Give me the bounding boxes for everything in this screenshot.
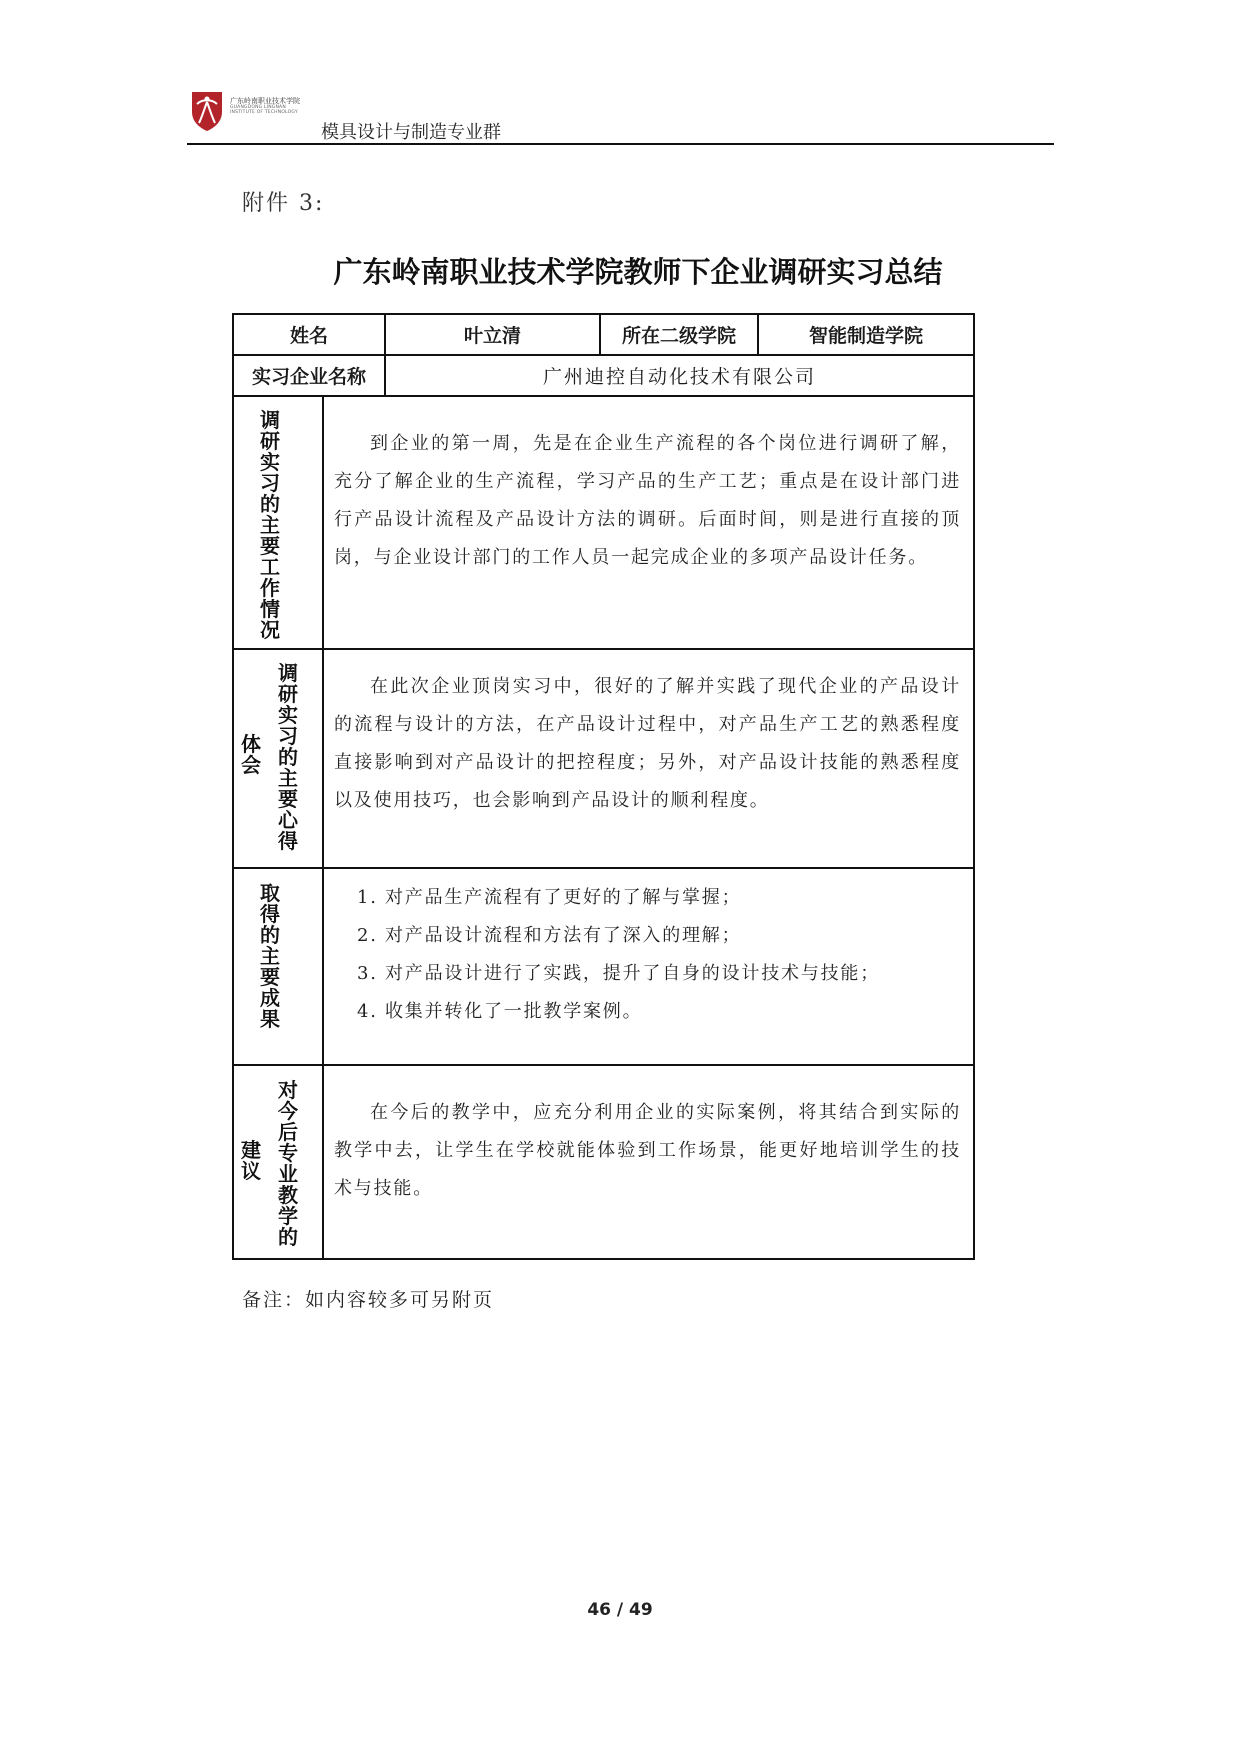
work-label-cell (233, 396, 323, 649)
name-value: 叶立清 (385, 314, 600, 355)
summary-form-table (232, 313, 975, 1260)
experience-label: 调研实习的主要心得 (278, 661, 298, 853)
section-row-work (233, 396, 974, 649)
experience-label-extra: 体会 (241, 732, 261, 777)
college-value: 智能制造学院 (758, 314, 974, 355)
program-group: 模具设计与制造专业群 (321, 122, 501, 143)
list-item: 4. 收集并转化了一批教学案例。 (357, 1001, 643, 1022)
page-number: 46 / 49 (587, 1600, 653, 1620)
suggestions-text: 在今后的教学中，应充分利用企业的实际案例，将其结合到实际的教学中去，让学生在学校就能体验到工作场景，能更好地培训学生的技术与技能。 (334, 1102, 962, 1199)
results-content-cell (323, 868, 974, 1065)
name-label: 姓名 (233, 314, 385, 355)
info-row-company (233, 355, 974, 396)
company-label: 实习企业名称 (233, 355, 385, 396)
header-divider (187, 143, 1054, 145)
work-text: 到企业的第一周，先是在企业生产流程的各个岗位进行调研了解，充分了解企业的生产流程，学习产品的生产工艺；重点是在设计部门进行产品设计流程及产品设计方法的调研。后面时间，则是进行直接的顶岗，与企业设计部门的工作人员一起完成企业的多项产品设计任务。 (334, 433, 962, 568)
school-name: 广东岭南职业技术学院 GUANGDONG LINGNAN INSTITUTE OF TECHNOLOGY (230, 97, 300, 115)
suggestions-label-extra: 建议 (241, 1138, 261, 1183)
experience-text: 在此次企业顶岗实习中，很好的了解并实践了现代企业的产品设计的流程与设计的方法，在产品设计过程中，对产品生产工艺的熟悉程度直接影响到对产品设计的把控程度；另外，对产品设计技能的熟悉程度以及使用技巧，也会影响到产品设计的顺利程度。 (334, 676, 962, 811)
school-emblem-icon (190, 90, 224, 132)
suggestions-label-cell (233, 1065, 323, 1259)
work-content-cell (323, 396, 974, 649)
attachment-label: 附件 3: (242, 191, 325, 216)
experience-content-cell (323, 649, 974, 868)
results-list (324, 869, 973, 1031)
list-item: 2. 对产品设计流程和方法有了深入的理解； (357, 925, 742, 946)
page-title: 广东岭南职业技术学院教师下企业调研实习总结 (333, 255, 943, 289)
results-label-cell (233, 868, 323, 1065)
experience-label-cell (233, 649, 323, 868)
suggestions-label: 对今后专业教学的 (278, 1078, 298, 1249)
section-row-experience (233, 649, 974, 868)
work-label: 调研实习的主要工作情况 (260, 408, 280, 642)
info-row-name (233, 314, 974, 355)
list-item: 1. 对产品生产流程有了更好的了解与掌握； (357, 887, 742, 908)
results-label: 取得的主要成果 (260, 881, 280, 1031)
remark-note: 备注：如内容较多可另附页 (242, 1289, 495, 1311)
company-value: 广州迪控自动化技术有限公司 (385, 355, 974, 396)
suggestions-content-cell (323, 1065, 974, 1259)
list-item: 3. 对产品设计进行了实践，提升了自身的设计技术与技能； (357, 963, 880, 984)
college-label: 所在二级学院 (600, 314, 758, 355)
section-row-suggestions (233, 1065, 974, 1259)
section-row-results (233, 868, 974, 1065)
